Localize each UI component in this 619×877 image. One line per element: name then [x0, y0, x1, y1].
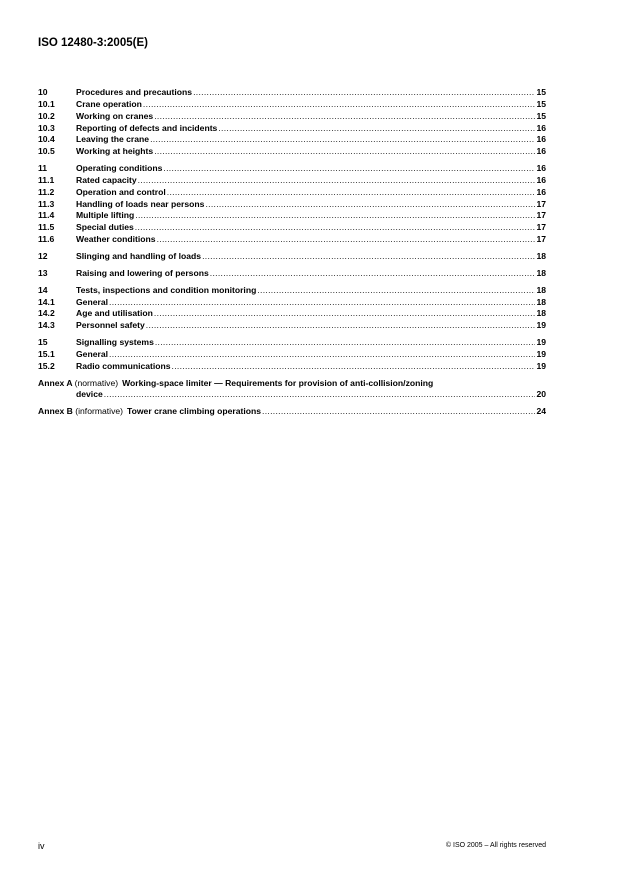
- annex-a-page: 20: [536, 389, 546, 400]
- page-ref: 19: [536, 337, 546, 348]
- section-number: 11.4: [38, 210, 55, 221]
- leader-dots: [205, 199, 535, 211]
- section-number: 11.2: [38, 186, 55, 197]
- section-number: 15: [38, 337, 48, 348]
- leader-dots: [155, 337, 536, 349]
- section-title: Leaving the crane: [76, 134, 150, 145]
- toc-entry[interactable]: [38, 199, 546, 211]
- toc-entry[interactable]: [38, 146, 546, 158]
- leader-dots: [138, 175, 536, 187]
- page-ref: 19: [536, 360, 546, 371]
- page-ref: 18: [536, 308, 546, 319]
- toc-entry[interactable]: [38, 297, 546, 309]
- leader-dots: [157, 234, 536, 246]
- toc-entry[interactable]: [38, 175, 546, 187]
- toc-entry[interactable]: [38, 308, 546, 320]
- section-number: 10.3: [38, 122, 55, 133]
- section-title: Operation and control: [76, 186, 166, 197]
- leader-dots: [172, 361, 536, 373]
- toc-sections: [38, 87, 546, 373]
- leader-dots: [167, 187, 536, 199]
- section-title: Crane operation: [76, 98, 142, 109]
- table-of-contents: [38, 87, 546, 423]
- toc-group: [38, 163, 546, 246]
- page-ref: 16: [536, 146, 546, 157]
- leader-dots: [202, 251, 535, 263]
- leader-dots: [257, 285, 535, 297]
- section-number: 14.1: [38, 296, 55, 307]
- leader-dots: [210, 268, 536, 280]
- document-id: ISO 12480-3:2005(E): [38, 37, 148, 49]
- page-ref: 16: [536, 163, 546, 174]
- page-ref: 16: [536, 174, 546, 185]
- toc-group: [38, 285, 546, 332]
- page-ref: 17: [536, 234, 546, 245]
- page-ref: 15: [536, 87, 546, 97]
- section-number: 10.1: [38, 98, 55, 109]
- section-title: Personnel safety: [76, 320, 145, 331]
- leader-dots: [154, 308, 536, 320]
- leader-dots: [154, 111, 535, 123]
- annex-a-title-cont: device: [76, 389, 103, 400]
- page-ref: 17: [536, 222, 546, 233]
- annex-b-title: Tower crane climbing operations: [127, 406, 262, 417]
- section-title: Slinging and handling of loads: [76, 250, 202, 261]
- section-number: 11.6: [38, 234, 55, 245]
- section-number: 10.5: [38, 146, 55, 157]
- page-ref: 17: [536, 198, 546, 209]
- leader-dots: [146, 320, 536, 332]
- toc-entry[interactable]: [38, 123, 546, 135]
- toc-entry[interactable]: [38, 87, 546, 99]
- section-title: Signalling systems: [76, 337, 154, 348]
- section-title: Procedures and precautions: [76, 87, 193, 97]
- section-number: 11.5: [38, 222, 55, 233]
- toc-group: [38, 268, 546, 280]
- section-number: 13: [38, 267, 48, 278]
- annex-a-label: Annex A: [38, 377, 73, 388]
- toc-entry[interactable]: [38, 163, 546, 175]
- leader-dots: [104, 389, 536, 401]
- page-ref: 18: [536, 250, 546, 261]
- section-number: 15.1: [38, 348, 55, 359]
- section-number: 10.4: [38, 134, 55, 145]
- toc-entry[interactable]: [38, 285, 546, 297]
- toc-annex-a[interactable]: [38, 378, 546, 402]
- section-title: General: [76, 348, 109, 359]
- annex-a-kind: (normative): [74, 377, 119, 388]
- toc-group: [38, 251, 546, 263]
- section-title: Operating conditions: [76, 163, 163, 174]
- section-number: 10: [38, 87, 48, 97]
- leader-dots: [135, 222, 536, 234]
- leader-dots: [163, 163, 535, 175]
- annex-b-page: 24: [536, 406, 546, 417]
- section-number: 11.3: [38, 198, 55, 209]
- toc-entry[interactable]: [38, 234, 546, 246]
- leader-dots: [150, 134, 535, 146]
- leader-dots: [109, 297, 535, 309]
- page-number: iv: [38, 841, 45, 851]
- leader-dots: [262, 406, 535, 418]
- toc-entry[interactable]: [38, 320, 546, 332]
- section-title: Age and utilisation: [76, 308, 153, 319]
- toc-entry[interactable]: [38, 251, 546, 263]
- toc-annex-b[interactable]: [38, 406, 546, 418]
- leader-dots: [135, 210, 535, 222]
- section-title: Weather conditions: [76, 234, 156, 245]
- section-number: 14.2: [38, 308, 55, 319]
- section-title: Handling of loads near persons: [76, 198, 205, 209]
- copyright-notice: © ISO 2005 – All rights reserved: [445, 842, 546, 849]
- toc-entry[interactable]: [38, 349, 546, 361]
- section-title: General: [76, 296, 109, 307]
- toc-entry[interactable]: [38, 222, 546, 234]
- page-ref: 18: [536, 296, 546, 307]
- section-title: Special duties: [76, 222, 134, 233]
- annex-b-kind: (informative): [75, 406, 124, 417]
- toc-entry[interactable]: [38, 210, 546, 222]
- page-ref: 18: [536, 267, 546, 278]
- section-number: 14: [38, 284, 48, 295]
- toc-entry[interactable]: [38, 187, 546, 199]
- section-number: 15.2: [38, 360, 55, 371]
- page-ref: 19: [536, 320, 546, 331]
- toc-group: [38, 87, 546, 158]
- toc-entry[interactable]: [38, 111, 546, 123]
- page-ref: 15: [536, 110, 546, 121]
- section-number: 12: [38, 250, 48, 261]
- section-title: Tests, inspections and condition monitoring: [76, 284, 257, 295]
- page-ref: 17: [536, 210, 546, 221]
- section-title: Working on cranes: [76, 110, 154, 121]
- leader-dots: [193, 87, 535, 99]
- section-number: 11.1: [38, 174, 55, 185]
- page-ref: 18: [536, 284, 546, 295]
- annex-b-label: Annex B: [38, 406, 73, 417]
- toc-entry[interactable]: [38, 337, 546, 349]
- toc-entry[interactable]: [38, 99, 546, 111]
- leader-dots: [218, 123, 535, 135]
- toc-entry[interactable]: [38, 361, 546, 373]
- section-number: 14.3: [38, 320, 55, 331]
- section-title: Working at heights: [76, 146, 154, 157]
- leader-dots: [143, 99, 536, 111]
- toc-entry[interactable]: [38, 134, 546, 146]
- toc-group: [38, 337, 546, 373]
- page-ref: 16: [536, 122, 546, 133]
- page-ref: 16: [536, 186, 546, 197]
- section-title: Radio communications: [76, 360, 171, 371]
- page-ref: 15: [536, 98, 546, 109]
- section-number: 10.2: [38, 110, 55, 121]
- section-number: 11: [38, 163, 48, 174]
- section-title: Multiple lifting: [76, 210, 135, 221]
- section-title: Reporting of defects and incidents: [76, 122, 218, 133]
- section-title: Rated capacity: [76, 174, 137, 185]
- section-title: Raising and lowering of persons: [76, 267, 209, 278]
- page-ref: 19: [536, 348, 546, 359]
- page-ref: 16: [536, 134, 546, 145]
- annex-a-title: Working-space limiter — Requirements for provision of anti-collision/zoning: [122, 377, 434, 388]
- leader-dots: [109, 349, 535, 361]
- leader-dots: [154, 146, 535, 158]
- toc-entry[interactable]: [38, 268, 546, 280]
